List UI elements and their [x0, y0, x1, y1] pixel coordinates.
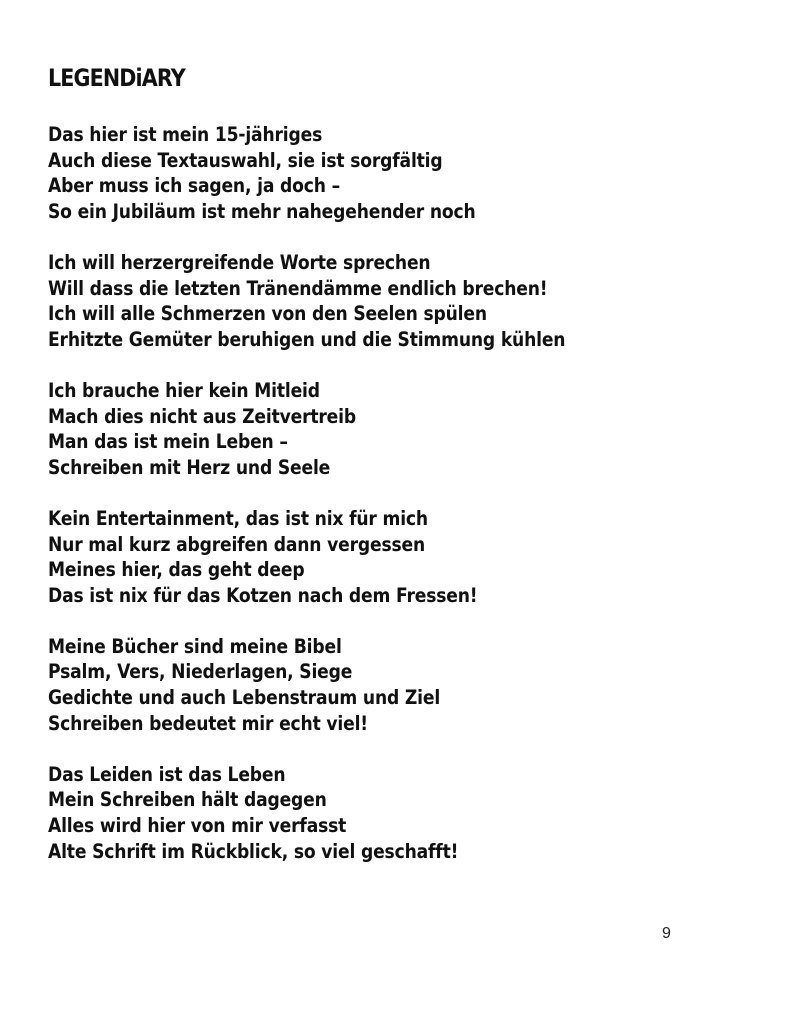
poem-line: Ich will alle Schmerzen von den Seelen spülen	[48, 302, 487, 326]
poem-line: Alles wird hier von mir verfasst	[48, 814, 347, 838]
stanza-6	[48, 762, 748, 864]
poem-line: Das ist nix für das Kotzen nach dem Fressen!	[48, 583, 478, 607]
poem-line: Ich will herzergreifende Worte sprechen	[48, 250, 431, 274]
poem-line: Ich brauche hier kein Mitleid	[48, 378, 320, 402]
poem-line: Mein Schreiben hält dagegen	[48, 788, 327, 812]
poem-body	[48, 122, 748, 890]
poem-line: Alte Schrift im Rückblick, so viel geschafft!	[48, 839, 459, 863]
stanza-3	[48, 378, 748, 480]
stanza-4	[48, 506, 748, 608]
poem-line: Das hier ist mein 15-jähriges	[48, 123, 323, 146]
poem-line: Schreiben bedeutet mir echt viel!	[48, 711, 368, 735]
poem-line: Meine Bücher sind meine Bibel	[48, 634, 342, 658]
poem-line: Schreiben mit Herz und Seele	[48, 455, 331, 479]
poem-line: Aber muss ich sagen, ja doch –	[48, 174, 340, 198]
poem-line: Mach dies nicht aus Zeitvertreib	[48, 404, 356, 428]
poem-line: Will dass die letzten Tränendämme endlich brechen!	[48, 276, 548, 300]
poem-line: So ein Jubiläum ist mehr nahegehender noch	[48, 199, 476, 223]
poem-line: Gedichte und auch Lebenstraum und Ziel	[48, 686, 441, 710]
poem-line: Erhitzte Gemüter beruhigen und die Stimmung kühlen	[48, 327, 566, 351]
poem-line: Psalm, Vers, Niederlagen, Siege	[48, 660, 353, 684]
poem-line: Meines hier, das geht deep	[48, 558, 305, 582]
poem-line: Das Leiden ist das Leben	[48, 762, 286, 786]
page-number: 9	[662, 925, 671, 942]
poem-title: LEGENDiARY	[48, 64, 185, 92]
poem-line: Man das ist mein Leben –	[48, 430, 288, 454]
poem-line: Kein Entertainment, das ist nix für mich	[48, 506, 428, 530]
stanza-5	[48, 634, 748, 736]
stanza-1	[48, 122, 748, 224]
poem-line: Nur mal kurz abgreifen dann vergessen	[48, 532, 426, 556]
stanza-2	[48, 250, 748, 352]
poem-line: Auch diese Textauswahl, sie ist sorgfältig	[48, 148, 443, 172]
